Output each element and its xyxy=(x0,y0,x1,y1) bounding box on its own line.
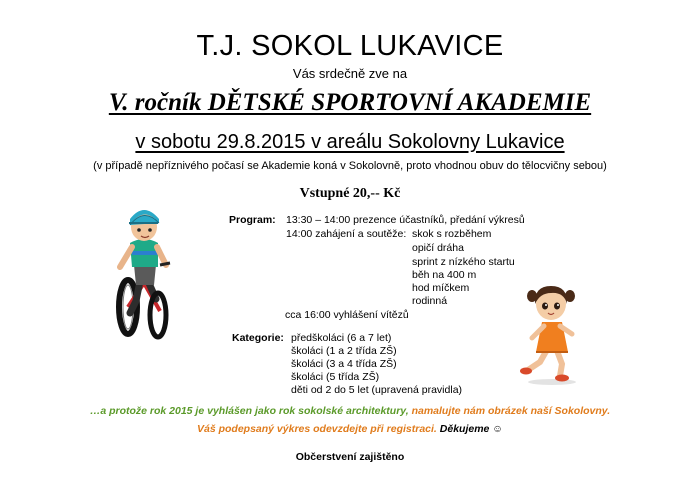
thanks-part-black: Děkujeme ☺ xyxy=(439,423,504,435)
program-competitions-label: 14:00 zahájení a soutěže: xyxy=(286,228,407,240)
page-title: T.J. SOKOL LUKAVICE xyxy=(196,30,504,62)
slogan-part-orange: namalujte nám obrázek naší Sokolovny. xyxy=(411,405,611,417)
program-event: sprint z nízkého startu xyxy=(412,256,515,268)
thanks-part-orange: Váš podepsaný výkres odevzdejte při registraci. xyxy=(196,423,437,435)
program-results: cca 16:00 vyhlášení vítězů xyxy=(285,309,409,321)
category-item: školáci (5 třída ZŠ) xyxy=(291,371,380,383)
invite-line: Vás srdečně zve na xyxy=(292,66,408,81)
category-item: školáci (1 a 2 třída ZŠ) xyxy=(291,345,397,357)
weather-note: (v případě nepříznivého počasí se Akademie koná v Sokolovně, proto vhodnou obuv do tělocvičny sebou) xyxy=(93,160,607,172)
slogan-line xyxy=(0,405,700,417)
categories-label: Kategorie: xyxy=(232,332,284,344)
program-registration: 13:30 – 14:00 prezence účastníků, předání výkresů xyxy=(286,214,525,226)
category-item: děti od 2 do 5 let (upravená pravidla) xyxy=(291,384,463,396)
program-label: Program: xyxy=(229,214,276,226)
event-name: V. ročník DĚTSKÉ SPORTOVNÍ AKADEMIE xyxy=(108,89,592,116)
slogan-part-green: …a protože rok 2015 je vyhlášen jako rok sokolské architektury, xyxy=(89,405,409,417)
program-event: opičí dráha xyxy=(412,242,464,254)
boy-on-bicycle-icon xyxy=(100,203,188,341)
event-date: v sobotu 29.8.2015 v areálu Sokolovny Lukavice xyxy=(135,131,565,153)
program-event: rodinná xyxy=(412,295,448,307)
entry-fee: Vstupné 20,-- Kč xyxy=(299,186,401,201)
program-event: běh na 400 m xyxy=(412,269,477,281)
thanks-line xyxy=(0,423,700,435)
category-item: školáci (3 a 4 třída ZŠ) xyxy=(291,358,397,370)
refreshments-note: Občerstvení zajištěno xyxy=(295,451,405,463)
program-event: skok s rozběhem xyxy=(412,228,492,240)
program-event: hod míčkem xyxy=(412,282,470,294)
category-item: předškoláci (6 a 7 let) xyxy=(291,332,392,344)
running-girl-icon xyxy=(518,278,584,386)
